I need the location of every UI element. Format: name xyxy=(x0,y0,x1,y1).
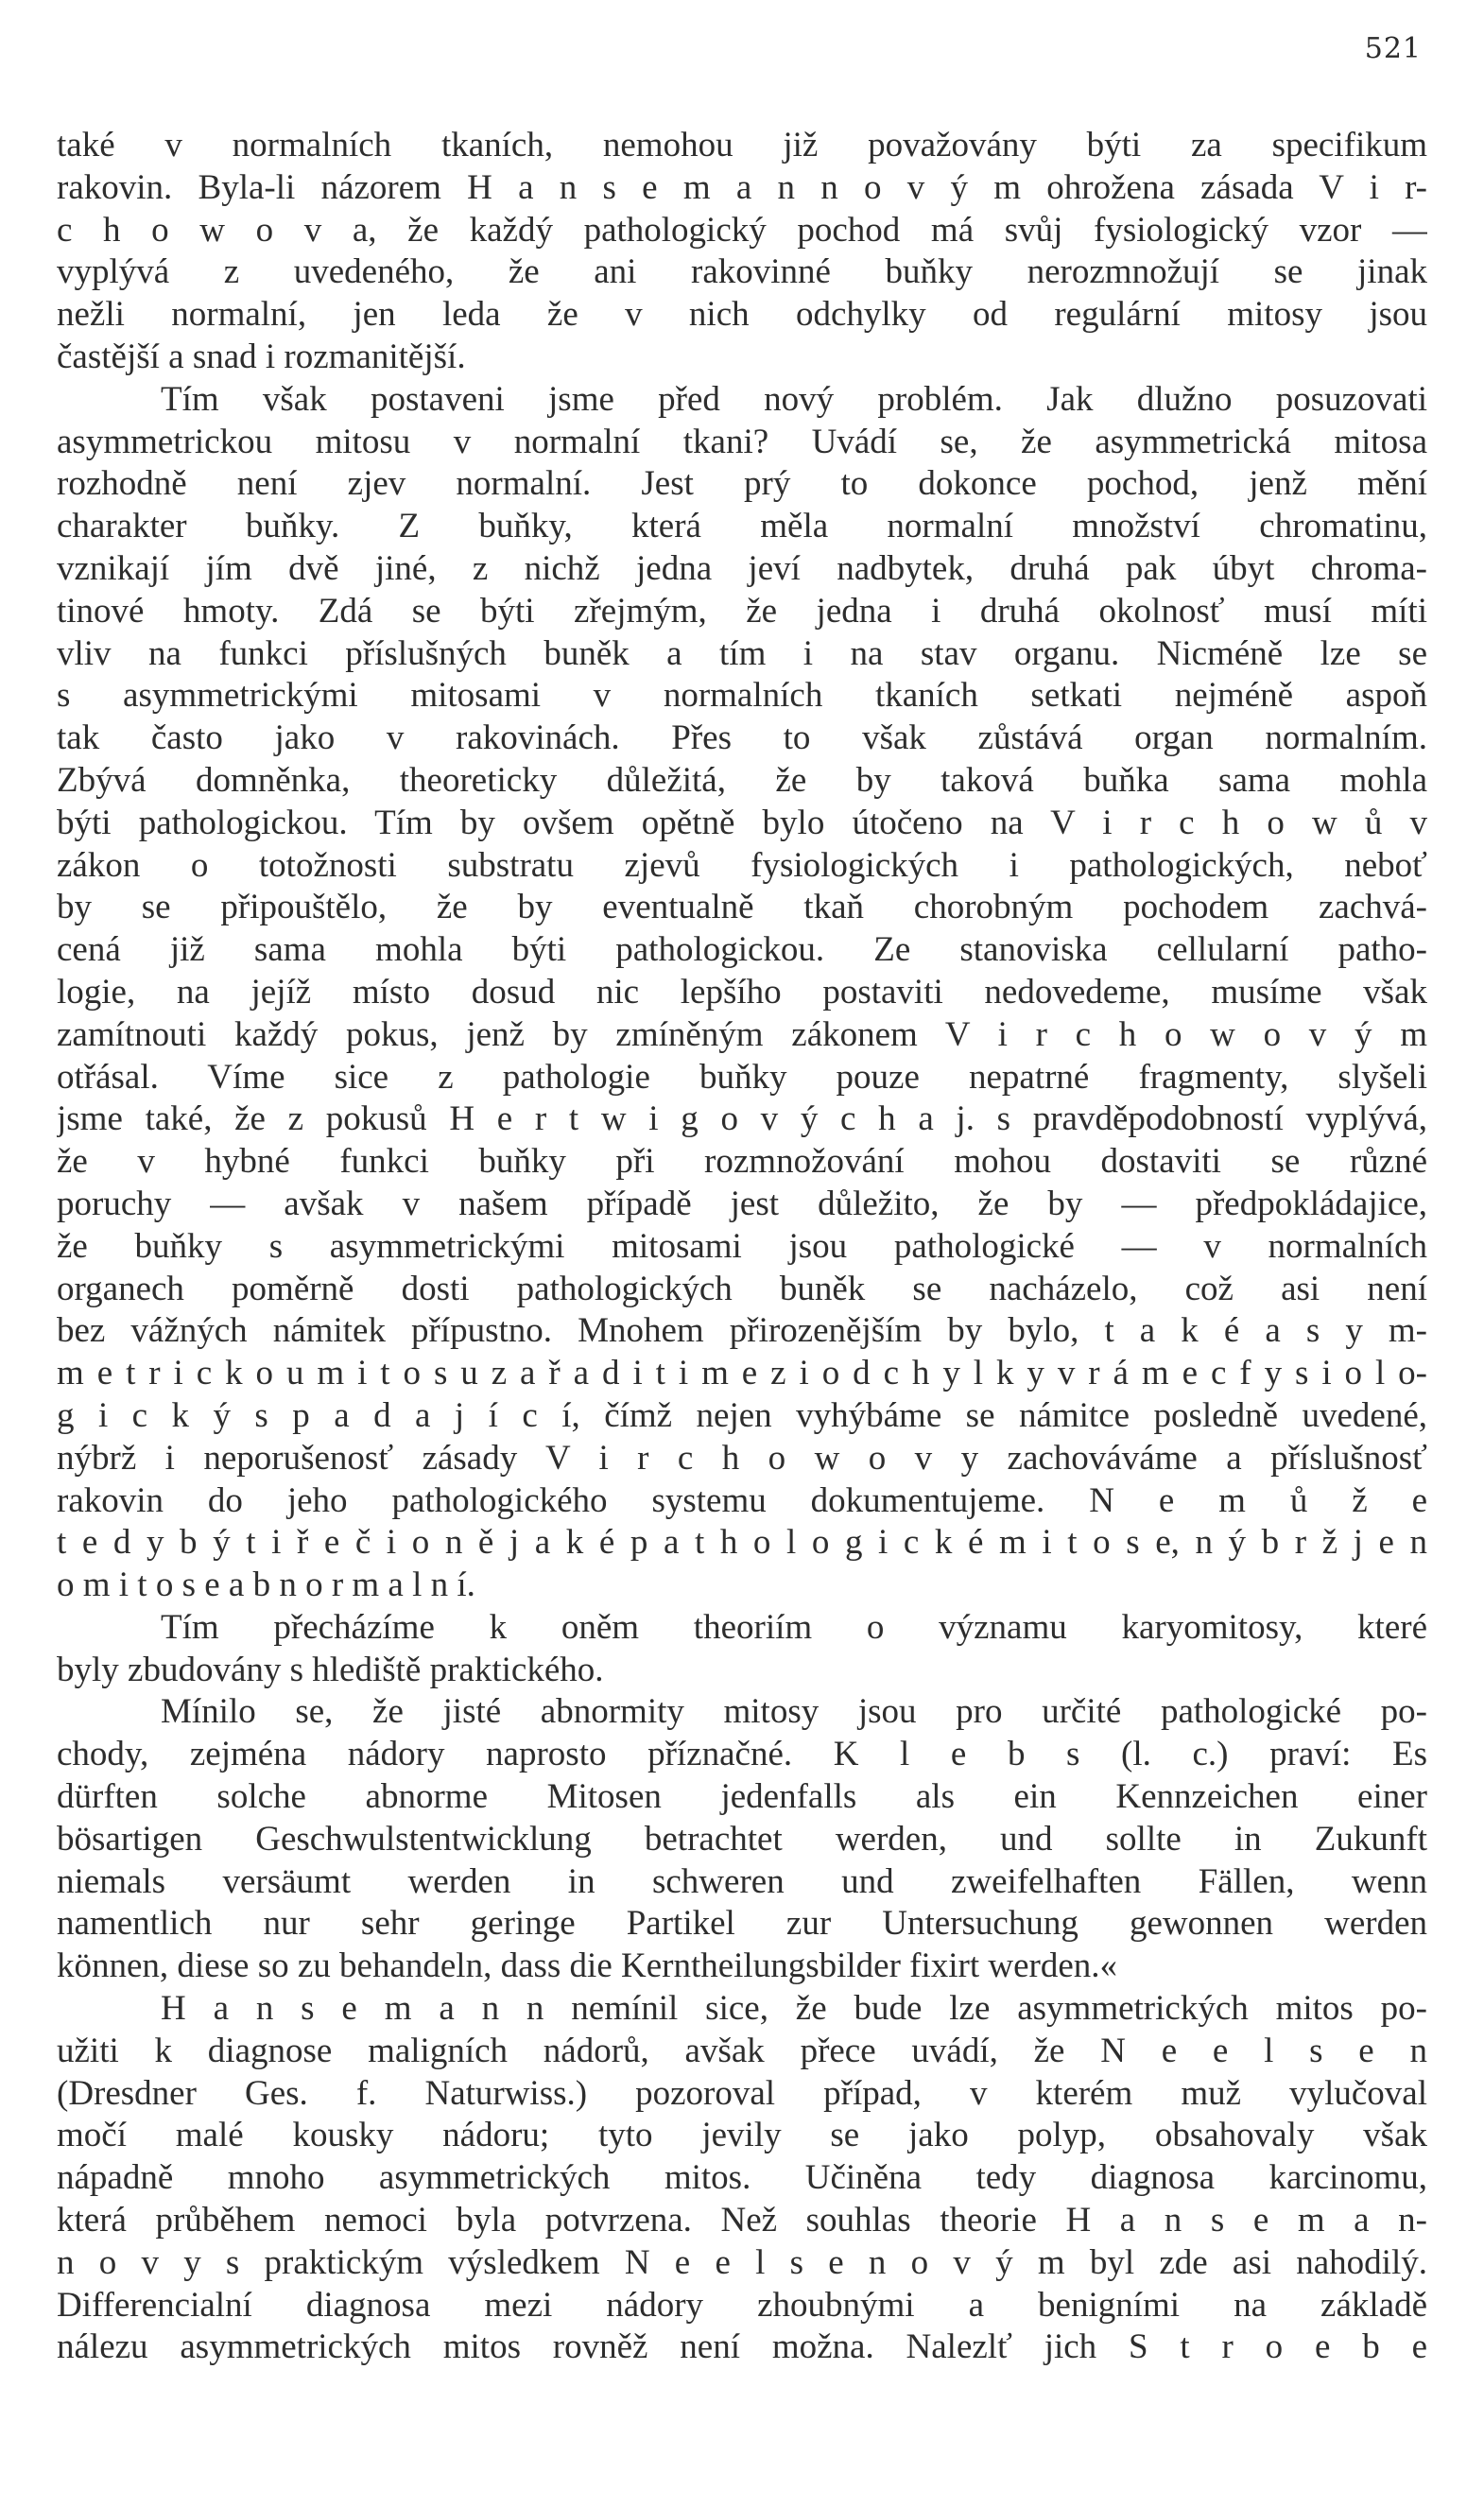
text-line: Mínilo se, že jisté abnormity mitosy jsou pro určité pathologické po- xyxy=(161,1692,1427,1732)
text-line: t e d y b ý t i ř e č i o n ě j a k é p a t h o l o g i c k é m i t o s e, n ý b r ž j e n xyxy=(57,1523,1427,1563)
text-line: bösartigen Geschwulstentwicklung betrachtet werden, und sollte in Zukunft xyxy=(57,1819,1427,1859)
text-line: können, diese so zu behandeln, dass die Kerntheilungsbilder fixirt werden.« xyxy=(57,1946,1118,1986)
text-line: močí malé kousky nádoru; tyto jevily se jako polyp, obsahovaly však xyxy=(57,2116,1427,2155)
text-line: m e t r i c k o u m i t o s u z a ř a d i t i m e z i o d c h y l k y v r á m e c f y s i o l o- xyxy=(57,1354,1427,1393)
text-line: organech poměrně dosti pathologických buněk se nacházelo, což asi není xyxy=(57,1269,1427,1308)
text-line: zákon o totožnosti substratu zjevů fysiologických i pathologických, neboť xyxy=(57,845,1427,885)
text-line: tak často jako v rakovinách. Přes to však zůstává organ normalním. xyxy=(57,718,1427,758)
text-line: poruchy — avšak v našem případě jest důležito, že by — předpokládajice, xyxy=(57,1184,1427,1223)
text-line: cená již sama mohla býti pathologickou. Ze stanoviska cellularní patho- xyxy=(57,930,1427,970)
text-line: častější a snad i rozmanitější. xyxy=(57,337,466,376)
body-text xyxy=(57,125,1427,2369)
text-line: jsme také, že z pokusů H e r t w i g o v ý c h a j. s pravděpodobností vyplývá, xyxy=(57,1099,1427,1139)
text-line: vliv na funkci příslušných buněk a tím i na stav organu. Nicméně lze se xyxy=(57,633,1427,673)
text-line: H a n s e m a n n nemínil sice, že bude lze asymmetrických mitos po- xyxy=(161,1989,1427,2029)
text-line: že v hybné funkci buňky při rozmnožování mohou dostaviti se různé xyxy=(57,1142,1427,1182)
text-line: by se připouštělo, že by eventualně tkaň chorobným pochodem zachvá- xyxy=(57,888,1427,927)
text-line: vyplývá z uvedeného, že ani rakovinné buňky nerozmnožují se jinak xyxy=(57,252,1427,292)
text-line: vznikají jím dvě jiné, z nichž jedna jeví nadbytek, druhá pak úbyt chroma- xyxy=(57,548,1427,588)
text-line: bez vážných námitek přípustno. Mnohem přirozenějším by bylo, t a k é a s y m- xyxy=(57,1311,1427,1351)
text-line: chody, zejména nádory naprosto příznačné. K l e b s (l. c.) praví: Es xyxy=(57,1735,1427,1774)
text-line: Tím přecházíme k oněm theoriím o významu karyomitosy, které xyxy=(161,1607,1427,1647)
text-line: nálezu asymmetrických mitos rovněž není možna. Nalezlť jich S t r o e b e xyxy=(57,2327,1427,2367)
text-line: niemals versäumt werden in schweren und zweifelhaften Fällen, wenn xyxy=(57,1861,1427,1901)
text-line: byly zbudovány s hlediště praktického. xyxy=(57,1650,604,1689)
page-number: 521 xyxy=(1364,32,1422,65)
text-line: také v normalních tkaních, nemohou již považovány býti za specifikum xyxy=(57,126,1427,164)
text-line: namentlich nur sehr geringe Partikel zur Untersuchung gewonnen werden xyxy=(57,1904,1427,1944)
text-line: charakter buňky. Z buňky, která měla normalní množství chromatinu, xyxy=(57,507,1427,546)
text-line: c h o w o v a, že každý pathologický pochod má svůj fysiologický vzor — xyxy=(57,210,1427,250)
text-line: g i c k ý s p a d a j í c í, čímž nejen vyhýbáme se námitce posledně uvedené, xyxy=(57,1395,1427,1435)
text-line: otřásal. Víme sice z pathologie buňky pouze nepatrné fragmenty, slyšeli xyxy=(57,1057,1427,1097)
text-line: zamítnouti každý pokus, jenž by zmíněným zákonem V i r c h o w o v ý m xyxy=(57,1014,1427,1054)
text-line: o m i t o s e a b n o r m a l n í. xyxy=(57,1565,475,1605)
text-line: že buňky s asymmetrickými mitosami jsou pathologické — v normalních xyxy=(57,1226,1427,1266)
text-line: Tím však postaveni jsme před nový problém. Jak dlužno posuzovati xyxy=(161,379,1427,419)
text-line: n o v y s praktickým výsledkem N e e l s e n o v ý m byl zde asi nahodilý. xyxy=(57,2242,1427,2282)
text-line: Differencialní diagnosa mezi nádory zhoubnými a benigními na základě xyxy=(57,2285,1427,2325)
text-line: asymmetrickou mitosu v normalní tkani? Uvádí se, že asymmetrická mitosa xyxy=(57,422,1427,461)
text-line: užiti k diagnose maligních nádorů, avšak přece uvádí, že N e e l s e n xyxy=(57,2031,1427,2070)
text-line: rakovin do jeho pathologického systemu dokumentujeme. N e m ů ž e xyxy=(57,1480,1427,1520)
text-line: nežli normalní, jen leda že v nich odchylky od regulární mitosy jsou xyxy=(57,295,1427,335)
text-line: (Dresdner Ges. f. Naturwiss.) pozoroval případ, v kterém muž vylučoval xyxy=(57,2073,1427,2113)
text-line: dürften solche abnorme Mitosen jedenfalls als ein Kennzeichen einer xyxy=(57,1777,1427,1817)
text-line: s asymmetrickými mitosami v normalních tkaních setkati nejméně aspoň xyxy=(57,676,1427,716)
text-line: Zbývá domněnka, theoreticky důležitá, že by taková buňka sama mohla xyxy=(57,760,1427,800)
text-line: tinové hmoty. Zdá se býti zřejmým, že jedna i druhá okolnosť musí míti xyxy=(57,591,1427,631)
text-line: rozhodně není zjev normalní. Jest prý to dokonce pochod, jenž mění xyxy=(57,464,1427,504)
text-line: logie, na jejíž místo dosud nic lepšího postaviti nedovedeme, musíme však xyxy=(57,972,1427,1012)
text-line: která průběhem nemoci byla potvrzena. Než souhlas theorie H a n s e m a n- xyxy=(57,2201,1427,2240)
text-line: nýbrž i neporušenosť zásady V i r c h o w o v y zachováváme a příslušnosť xyxy=(57,1438,1427,1478)
text-line: nápadně mnoho asymmetrických mitos. Učiněna tedy diagnosa karcinomu, xyxy=(57,2158,1427,2198)
text-line: rakovin. Byla-li názorem H a n s e m a n n o v ý m ohrožena zásada V i r- xyxy=(57,167,1427,207)
text-line: býti pathologickou. Tím by ovšem opětně bylo útočeno na V i r c h o w ů v xyxy=(57,803,1427,842)
